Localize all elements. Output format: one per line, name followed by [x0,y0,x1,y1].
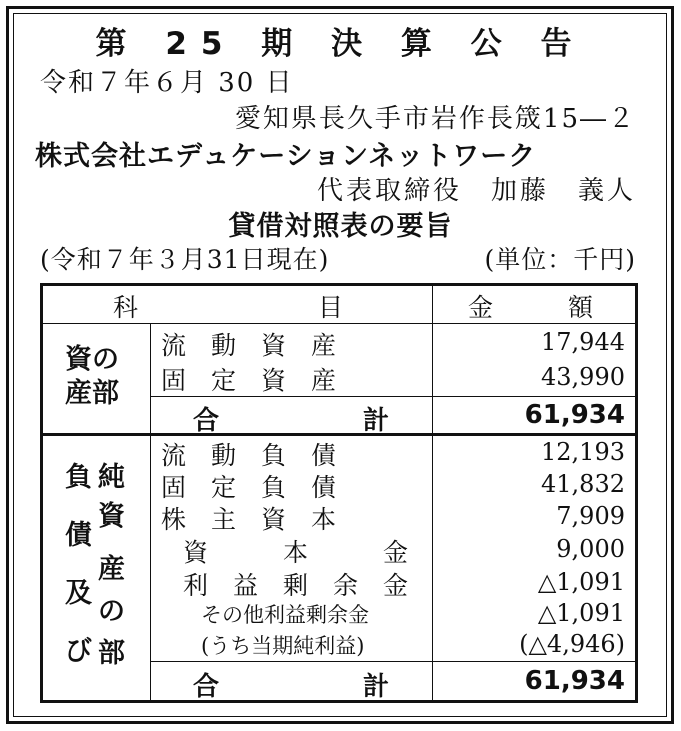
section-divider [43,433,635,436]
header-item-1: 科 [113,293,139,322]
liab-total-label-1: 合 [193,672,220,702]
other-retained-earnings-label: その他利益剰余金 [201,603,369,627]
retained-earnings-label: 利 益 剰 余 金 [183,571,409,600]
assets-total-label-1: 合 [193,406,220,436]
assets-total-value: 61,934 [524,400,625,430]
capital-stock-label: 資 本 金 [183,538,409,567]
liab-current-value: 12,193 [541,438,625,466]
asset-current-value: 17,944 [541,328,625,356]
unit-label: (単位：千円) [484,245,636,274]
liab-section-col2-2: 産 [98,554,125,585]
shareholders-equity-label: 株 主 資 本 [161,505,337,534]
liab-section-col1-2: 及 [65,578,92,609]
net-income-value: (△4,946) [519,630,625,658]
assets-section-label-line1: 資の [65,344,119,375]
notice-date: 令和７年６月 30 日 [40,68,294,98]
liab-total-value: 61,934 [524,666,625,696]
header-amount-2: 額 [568,293,594,322]
liab-section-col2-3: の [98,596,125,627]
liab-fixed-value: 41,832 [541,470,625,498]
liab-total-label-2: 計 [363,672,390,702]
liab-section-col1-3: び [65,636,92,667]
company-name: 株式会社エデュケーションネットワーク [35,141,537,172]
section-divider-assets [150,324,151,433]
capital-stock-value: 9,000 [556,535,625,563]
notice-title: 第 25 期 決 算 公 告 [95,26,586,62]
other-retained-earnings-value: △1,091 [537,599,625,627]
assets-total-label-2: 計 [363,406,390,436]
representative: 代表取締役 加藤 義人 [316,176,636,206]
liab-current-label: 流 動 負 債 [161,441,337,470]
asset-fixed-value: 43,990 [541,363,625,391]
amount-column-divider [432,286,433,700]
liab-section-col2-1: 資 [98,501,125,532]
shareholders-equity-value: 7,909 [556,502,625,530]
balance-sheet-table [40,283,638,703]
net-income-label: (うち当期純利益) [201,634,365,658]
retained-earnings-value: △1,091 [537,568,625,596]
liab-section-col1-0: 負 [65,462,92,493]
liab-section-col2-0: 純 [98,462,125,493]
liab-total-divider [150,661,635,662]
assets-section-label-line2: 産部 [65,378,119,409]
liab-section-col2-4: 部 [98,638,125,669]
header-amount-1: 金 [468,293,494,322]
asset-current-label: 流 動 資 産 [161,331,337,360]
liab-section-col1-1: 債 [65,520,92,551]
company-address: 愛知県長久手市岩作長筬15―２ [234,104,636,134]
header-item-2: 目 [318,293,344,322]
as-of-date: (令和７年３月31日現在) [40,245,330,274]
balance-sheet-title: 貸借対照表の要旨 [228,211,453,242]
asset-fixed-label: 固 定 資 産 [161,366,337,395]
liab-fixed-label: 固 定 負 債 [161,473,337,502]
